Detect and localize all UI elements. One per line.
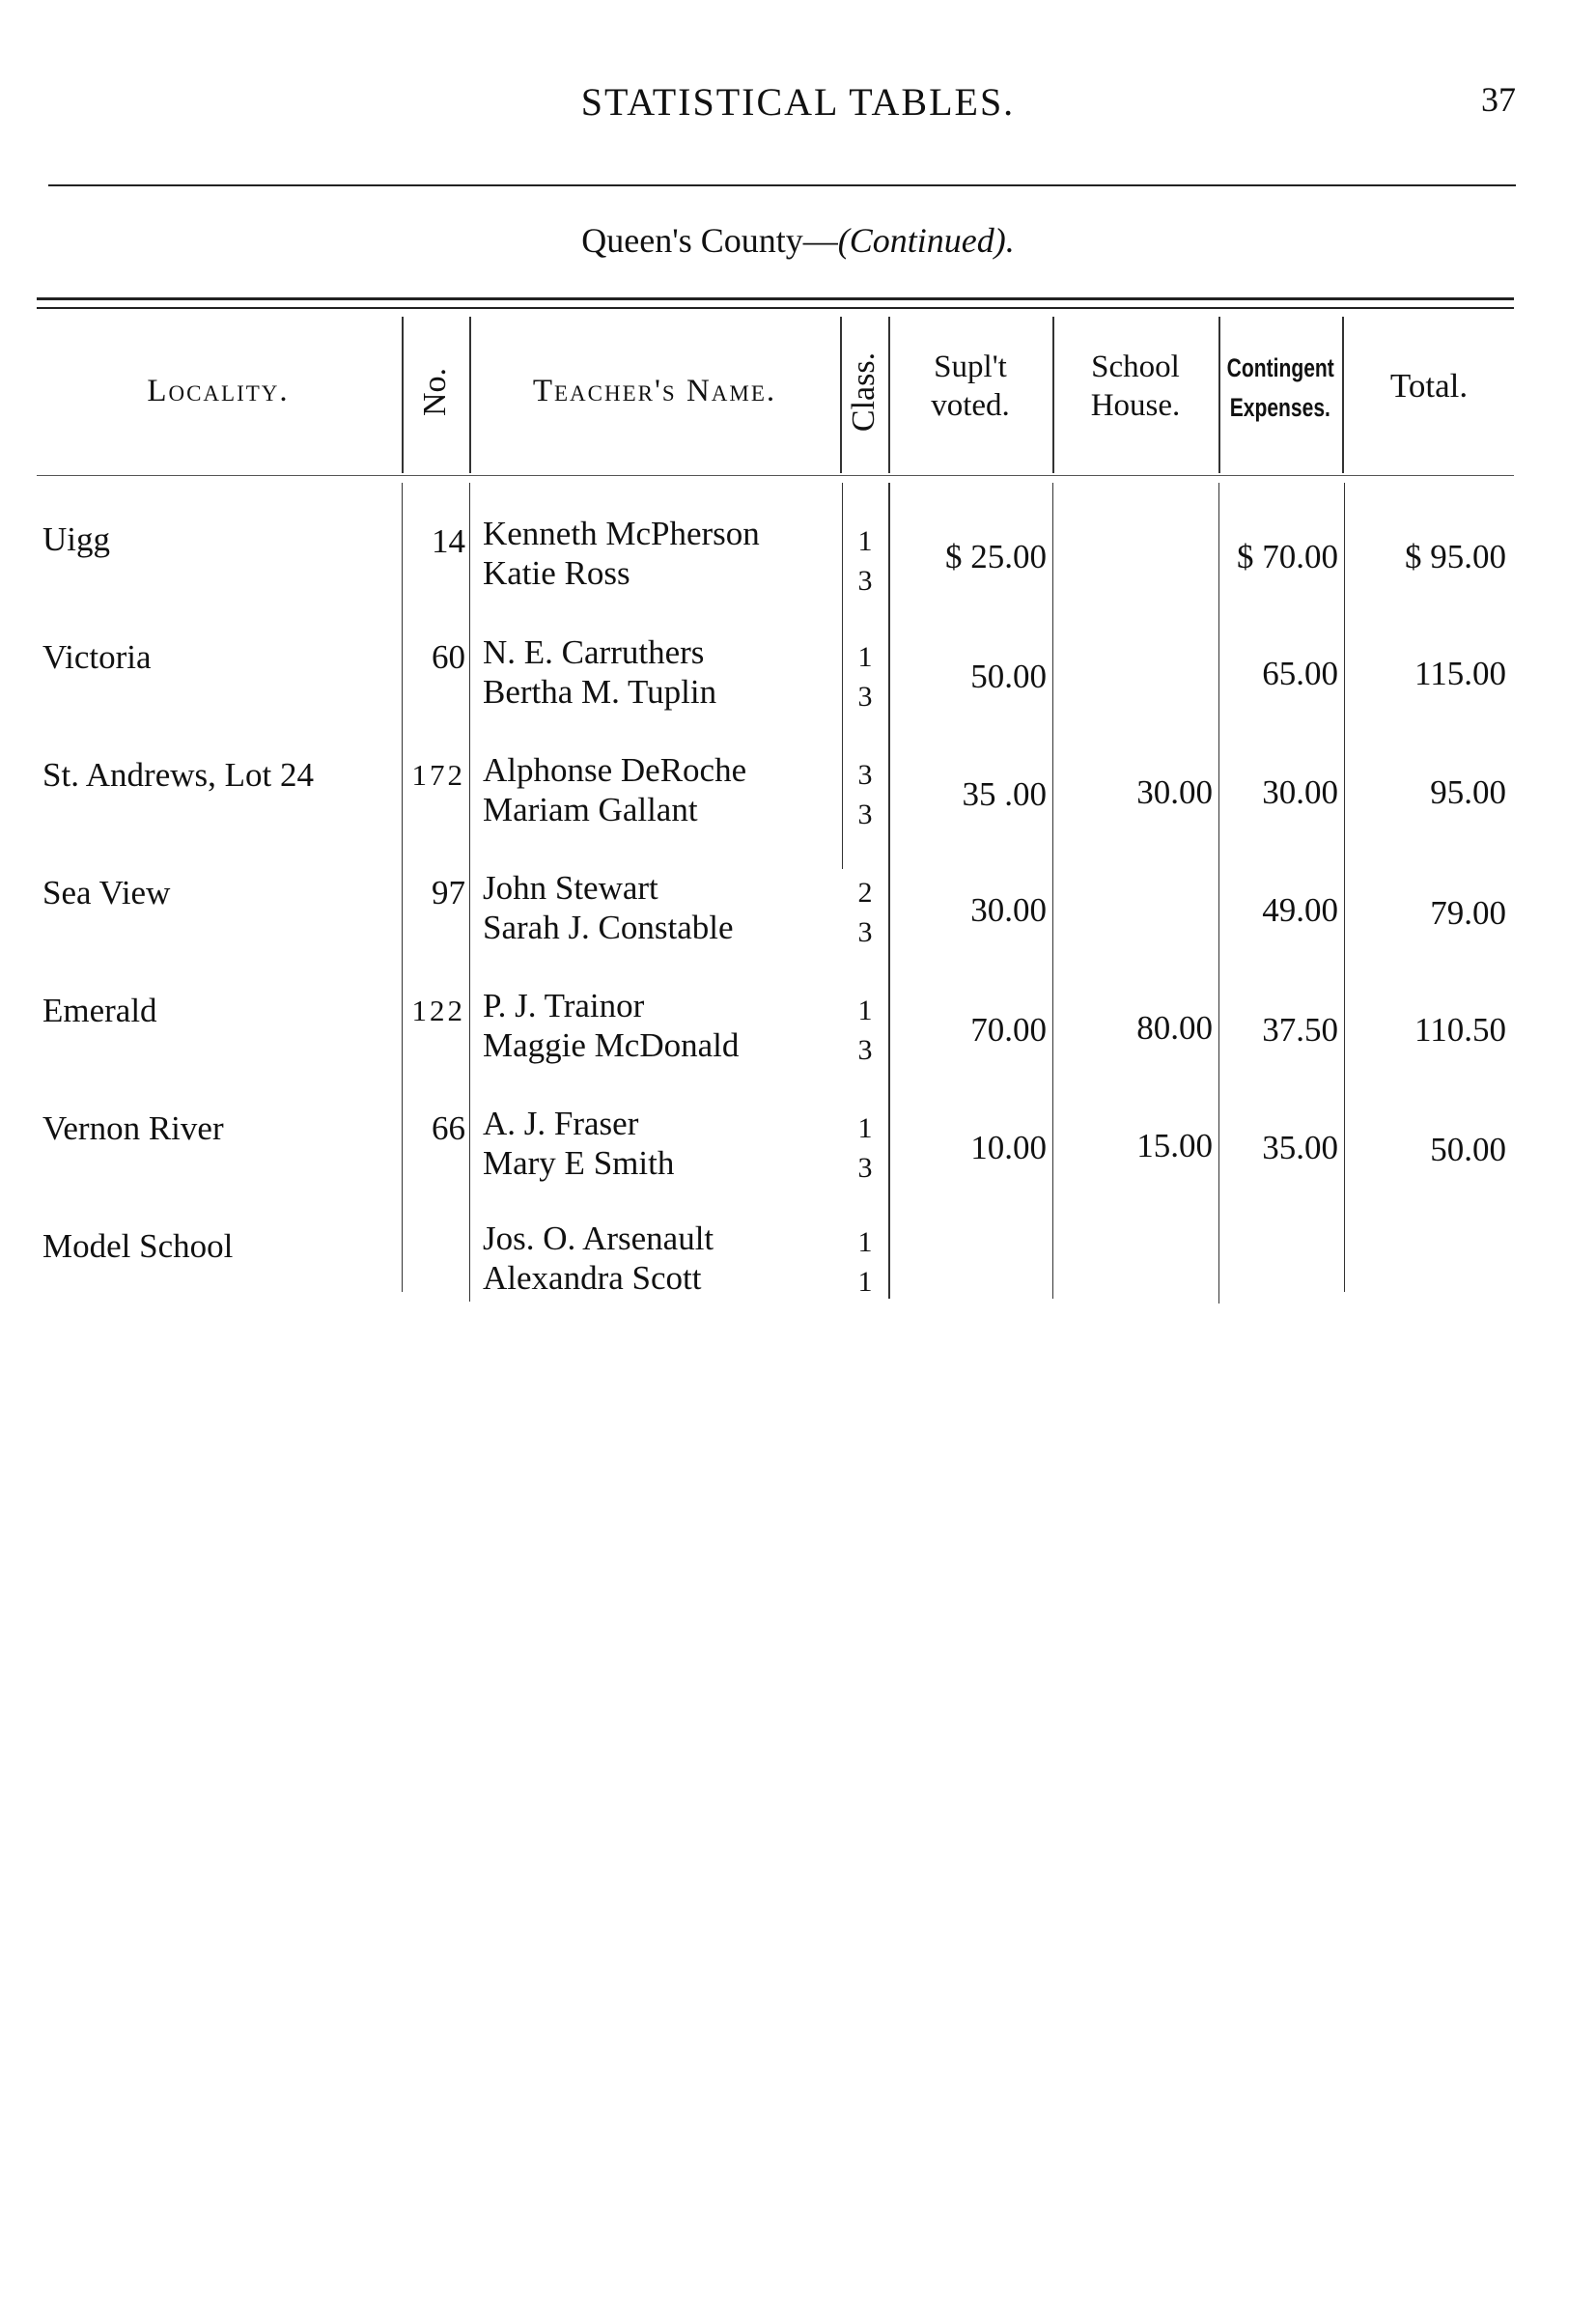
cell-suplt: 30.00 (970, 891, 1047, 929)
class-value: 1 (857, 1226, 873, 1258)
cell-suplt: 10.00 (970, 1129, 1047, 1166)
cell-no: 66 (432, 1109, 465, 1147)
header-suplt-line1: Supl't (934, 350, 1007, 384)
cell-total: 50.00 (1430, 1131, 1506, 1168)
cell-teacher (483, 1104, 674, 1183)
cell-suplt: 70.00 (970, 1011, 1047, 1049)
page-number: 37 (1481, 80, 1516, 119)
cell-class (844, 1222, 886, 1302)
class-value: 3 (857, 1034, 873, 1066)
header-suplt-voted (890, 348, 1050, 425)
cell-class (844, 991, 886, 1070)
class-value: 1 (857, 1112, 873, 1144)
cell-class (844, 521, 886, 601)
class-value: 3 (857, 916, 873, 948)
cell-teacher (483, 514, 760, 593)
cell-no: 172 (411, 758, 465, 792)
cell-no: 97 (432, 874, 465, 911)
cell-total: 115.00 (1414, 655, 1506, 692)
class-value: 3 (857, 759, 873, 791)
teacher-name: Alphonse DeRoche (483, 751, 747, 789)
cell-class (844, 637, 886, 716)
teacher-name: Bertha M. Tuplin (483, 673, 717, 711)
col-divider (840, 317, 842, 473)
class-value: 3 (857, 799, 873, 830)
cell-suplt: 50.00 (970, 658, 1047, 695)
cell-teacher (483, 986, 739, 1065)
cell-locality: Victoria (42, 638, 152, 676)
cell-teacher (483, 1219, 714, 1298)
class-value: 1 (857, 641, 873, 673)
running-head: STATISTICAL TABLES. (580, 80, 1016, 124)
section-title-continued: (Continued). (837, 221, 1015, 260)
teacher-name: P. J. Trainor (483, 987, 645, 1024)
cell-no: 14 (432, 522, 465, 560)
section-title-text: Queen's County— (581, 221, 838, 260)
cell-school-house: 30.00 (1136, 773, 1213, 811)
section-title (0, 220, 1596, 261)
cell-locality: Model School (42, 1227, 234, 1265)
teacher-name: Sarah J. Constable (483, 909, 734, 946)
col-divider-body (842, 483, 843, 869)
cell-total: 79.00 (1430, 894, 1506, 932)
cell-teacher (483, 750, 746, 829)
cell-locality: Vernon River (42, 1109, 224, 1147)
cell-teacher (483, 868, 734, 947)
table-top-rule (37, 297, 1514, 300)
teacher-name: Alexandra Scott (483, 1259, 702, 1297)
teacher-name: John Stewart (483, 869, 658, 907)
cell-locality: Sea View (42, 874, 171, 911)
header-teacher-name: Teacher's Name. (532, 374, 777, 408)
cell-total: 95.00 (1430, 773, 1506, 811)
class-value: 1 (857, 525, 873, 557)
cell-contingent: 49.00 (1262, 891, 1338, 929)
teacher-name: A. J. Fraser (483, 1105, 639, 1142)
cell-suplt: 35 .00 (962, 775, 1047, 813)
header-contingent-line1: Contingent (1226, 353, 1334, 382)
cell-contingent: 35.00 (1262, 1129, 1338, 1166)
cell-no: 60 (432, 638, 465, 676)
cell-contingent: 30.00 (1262, 773, 1338, 811)
cell-class (844, 873, 886, 952)
col-divider-body (402, 483, 403, 1292)
class-value: 2 (857, 877, 873, 909)
cell-class (844, 755, 886, 834)
class-value: 3 (857, 565, 873, 597)
cell-no: 122 (411, 994, 465, 1027)
header-suplt-line2: voted. (931, 388, 1010, 423)
cell-total: 110.50 (1414, 1011, 1506, 1049)
cell-suplt: $ 25.00 (945, 538, 1047, 575)
cell-contingent: 65.00 (1262, 655, 1338, 692)
col-divider-body (1052, 483, 1053, 1299)
teacher-name: Maggie McDonald (483, 1026, 740, 1064)
col-divider-body (1344, 483, 1345, 1292)
table-top-rule-2 (37, 307, 1514, 309)
header-school-line1: School (1091, 350, 1180, 384)
teacher-name: Jos. O. Arsenault (483, 1220, 714, 1257)
header-bottom-rule (37, 475, 1514, 476)
class-value: 1 (857, 995, 873, 1026)
header-rule (48, 184, 1516, 186)
col-divider-body (469, 483, 470, 1302)
cell-contingent: 37.50 (1262, 1011, 1338, 1049)
teacher-name: Mariam Gallant (483, 791, 698, 828)
cell-school-house: 15.00 (1136, 1127, 1213, 1164)
header-class: Class. (846, 351, 882, 433)
header-total: Total. (1389, 367, 1469, 405)
class-value: 3 (857, 1152, 873, 1184)
cell-school-house: 80.00 (1136, 1009, 1213, 1047)
cell-total: $ 95.00 (1405, 538, 1506, 575)
header-no: No. (417, 367, 453, 417)
cell-locality: St. Andrews, Lot 24 (42, 756, 314, 794)
teacher-name: N. E. Carruthers (483, 633, 705, 671)
cell-locality: Uigg (42, 520, 110, 558)
teacher-name: Kenneth McPherson (483, 515, 760, 552)
col-divider (402, 317, 404, 473)
header-contingent-expenses (1207, 348, 1354, 427)
header-contingent-line2: Expenses. (1229, 393, 1331, 422)
class-value: 3 (857, 681, 873, 713)
header-school-house (1054, 348, 1217, 425)
header-locality: Locality. (147, 374, 290, 408)
header-school-line2: House. (1090, 388, 1181, 423)
cell-teacher (483, 632, 716, 712)
class-value: 1 (857, 1266, 873, 1298)
cell-contingent: $ 70.00 (1237, 538, 1338, 575)
teacher-name: Mary E Smith (483, 1144, 675, 1182)
cell-class (844, 1108, 886, 1188)
teacher-name: Katie Ross (483, 554, 630, 592)
cell-locality: Emerald (42, 992, 157, 1029)
